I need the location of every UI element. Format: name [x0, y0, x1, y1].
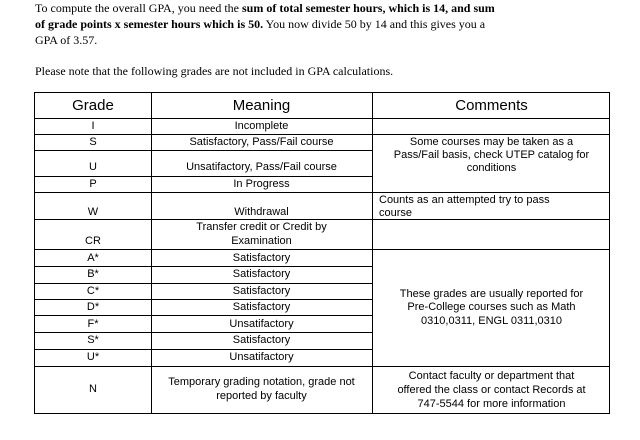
grade-meaning: Transfer credit or Credit by — [196, 221, 327, 233]
row-divider — [35, 176, 372, 177]
comment-line: course — [379, 207, 413, 219]
comment-line: conditions — [466, 162, 517, 174]
grade-meaning: Withdrawal — [234, 206, 289, 218]
grade-meaning: Satisfactory — [232, 285, 291, 297]
comment-line: Pass/Fail basis, check UTEP catalog for — [393, 149, 590, 161]
comment-line: Counts as an attempted try to pass — [379, 194, 550, 206]
grade-code: F* — [87, 318, 99, 330]
grade-meaning: In Progress — [233, 178, 290, 190]
grade-code: C* — [86, 285, 100, 297]
row-divider — [35, 366, 372, 367]
row-divider — [35, 134, 372, 135]
row-divider — [35, 150, 372, 151]
comment-line: 0310,0311, ENGL 0311,0310 — [420, 315, 563, 327]
comment-line: Contact faculty or department that — [408, 370, 575, 382]
comment-line: 747-5544 for more information — [417, 398, 566, 410]
row-divider — [35, 315, 372, 316]
grade-code: CR — [85, 235, 101, 247]
gpa-exclusion-note: Please note that the following grades are not included in GPA calculations. — [35, 64, 394, 78]
row-divider — [35, 118, 372, 119]
row-divider — [35, 219, 372, 220]
grade-code: D* — [86, 301, 100, 313]
grade-code: U — [89, 161, 97, 173]
grade-meaning: Satisfactory — [232, 268, 291, 280]
intro-text: To compute the overall GPA, you need the — [35, 1, 243, 15]
row-divider — [35, 192, 372, 193]
row-divider — [35, 249, 372, 250]
row-divider — [372, 366, 609, 367]
grade-meaning: reported by faculty — [216, 390, 307, 402]
row-divider — [372, 134, 609, 135]
row-divider — [35, 349, 372, 350]
grades-table — [34, 92, 610, 414]
grade-meaning: Unsatifactory, Pass/Fail course — [186, 161, 337, 173]
header-comments: Comments — [455, 97, 528, 114]
comment-line: These grades are usually reported for — [399, 288, 584, 300]
comment-line: offered the class or contact Records at — [397, 384, 586, 396]
row-divider — [372, 192, 609, 193]
grade-meaning: Incomplete — [234, 120, 289, 132]
grade-code: W — [87, 206, 99, 218]
grade-meaning: Satisfactory — [232, 301, 291, 313]
grade-code: N — [89, 383, 97, 395]
intro-bold-text: of grade points x semester hours which is 50. — [35, 17, 264, 31]
row-divider — [35, 266, 372, 267]
comment-line: Some courses may be taken as a — [409, 136, 574, 148]
grade-meaning: Satisfactory, Pass/Fail course — [189, 136, 334, 148]
grade-code: U* — [86, 351, 100, 363]
header-meaning: Meaning — [232, 97, 291, 114]
row-divider — [372, 118, 609, 119]
row-divider — [372, 249, 609, 250]
grade-meaning: Temporary grading notation, grade not — [168, 376, 355, 388]
grade-meaning: Satisfactory — [232, 252, 291, 264]
row-divider — [35, 299, 372, 300]
row-divider — [35, 283, 372, 284]
grade-code: P — [89, 178, 97, 190]
intro-text: GPA of 3.57. — [35, 33, 98, 47]
comment-line: Pre-College courses such as Math — [407, 301, 576, 313]
grade-code: B* — [87, 268, 99, 280]
grade-code: S — [89, 136, 97, 148]
grade-meaning: Satisfactory — [232, 334, 291, 346]
header-grade: Grade — [72, 97, 114, 114]
grade-meaning: Unsatifactory — [229, 318, 294, 330]
row-divider — [35, 332, 372, 333]
grade-code: S* — [87, 334, 99, 346]
gpa-explanation — [35, 0, 595, 48]
grade-code: A* — [87, 252, 99, 264]
intro-bold-text: sum of total semester hours, which is 14, and sum — [242, 1, 495, 15]
intro-text: You now divide 50 by 14 and this gives you a — [263, 17, 486, 31]
grade-meaning: Examination — [231, 235, 292, 247]
grade-meaning: Unsatifactory — [229, 351, 294, 363]
grade-code: I — [91, 120, 95, 132]
